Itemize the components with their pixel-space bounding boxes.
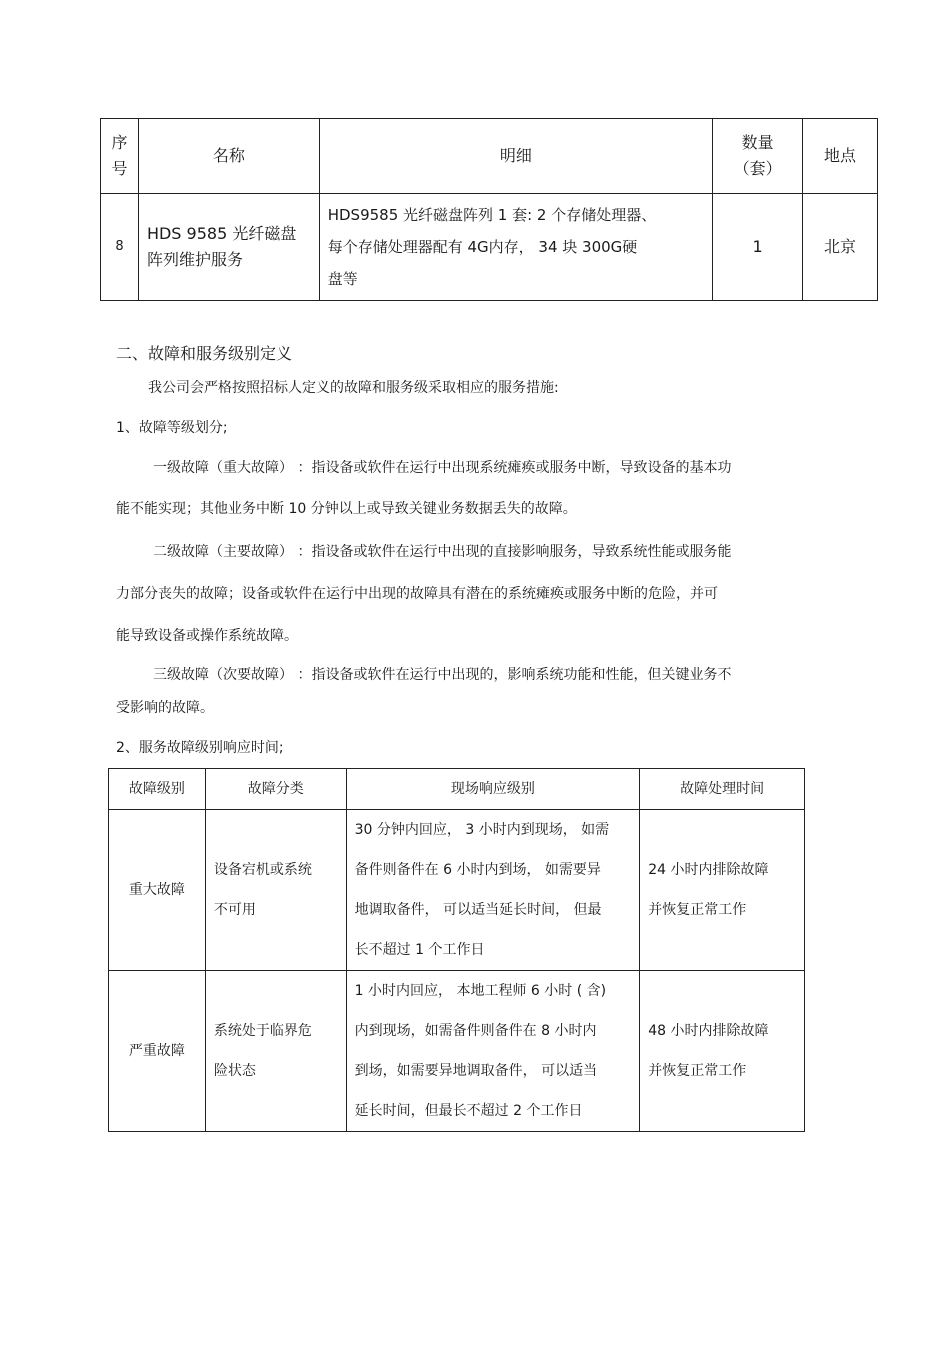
header-response: 现场响应级别 bbox=[346, 769, 640, 810]
level3-line1: 三级故障（次要故障） ：指设备或软件在运行中出现的，影响系统功能和性能，但关键业务不 bbox=[153, 667, 732, 683]
header-detail: 明细 bbox=[319, 119, 712, 194]
table-row bbox=[101, 194, 878, 301]
cell-level: 重大故障 bbox=[109, 810, 206, 971]
level2-line3: 能导致设备或操作系统故障。 bbox=[116, 628, 298, 644]
cell-response: 30 分钟内回应， 3 小时内到现场， 如需 备件则备件在 6 小时内到场， 如需要异 地调取备件， 可以适当延长时间， 但最 长不超过 1 个工作日 bbox=[346, 810, 640, 971]
intro-paragraph: 我公司会严格按照招标人定义的故障和服务级采取相应的服务措施: bbox=[148, 380, 559, 396]
table-header-row bbox=[101, 119, 878, 194]
item-2-heading: 2、服务故障级别响应时间; bbox=[116, 740, 284, 756]
header-name: 名称 bbox=[138, 119, 319, 194]
header-qty: 数量 （套） bbox=[713, 119, 803, 194]
header-place: 地点 bbox=[803, 119, 878, 194]
cell-detail: HDS9585 光纤磁盘阵列 1 套: 2 个存储处理器、 每个存储处理器配有 4G内存， 34 块 300G硬 盘等 bbox=[319, 194, 712, 301]
header-category: 故障分类 bbox=[205, 769, 346, 810]
response-time-table bbox=[108, 768, 805, 1132]
equipment-table bbox=[100, 118, 878, 301]
cell-place: 北京 bbox=[803, 194, 878, 301]
cell-name: HDS 9585 光纤磁盘 阵列维护服务 bbox=[138, 194, 319, 301]
section-heading: 二、故障和服务级别定义 bbox=[116, 344, 293, 363]
table-row bbox=[109, 810, 805, 971]
level2-line2: 力部分丧失的故障；设备或软件在运行中出现的故障具有潜在的系统瘫痪或服务中断的危险，并可 bbox=[116, 586, 718, 602]
cell-category: 系统处于临界危 险状态 bbox=[205, 971, 346, 1132]
header-time: 故障处理时间 bbox=[640, 769, 805, 810]
cell-level: 严重故障 bbox=[109, 971, 206, 1132]
level1-line2: 能不能实现；其他业务中断 10 分钟以上或导致关键业务数据丢失的故障。 bbox=[116, 501, 577, 517]
table-header-row bbox=[109, 769, 805, 810]
header-level: 故障级别 bbox=[109, 769, 206, 810]
header-no: 序 号 bbox=[101, 119, 139, 194]
cell-category: 设备宕机或系统 不可用 bbox=[205, 810, 346, 971]
table-row bbox=[109, 971, 805, 1132]
level2-line1: 二级故障（主要故障） ：指设备或软件在运行中出现的直接影响服务，导致系统性能或服务能 bbox=[153, 544, 732, 560]
cell-qty: 1 bbox=[713, 194, 803, 301]
cell-no: 8 bbox=[101, 194, 139, 301]
cell-response: 1 小时内回应， 本地工程师 6 小时 ( 含) 内到现场，如需备件则备件在 8 小时内 到场，如需要异地调取备件， 可以适当 延长时间，但最长不超过 2 个工作日 bbox=[346, 971, 640, 1132]
cell-time: 48 小时内排除故障 并恢复正常工作 bbox=[640, 971, 805, 1132]
level3-line2: 受影响的故障。 bbox=[116, 700, 214, 716]
item-1-heading: 1、故障等级划分; bbox=[116, 420, 228, 436]
cell-time: 24 小时内排除故障 并恢复正常工作 bbox=[640, 810, 805, 971]
level1-line1: 一级故障（重大故障） ：指设备或软件在运行中出现系统瘫痪或服务中断，导致设备的基本功 bbox=[153, 460, 732, 476]
